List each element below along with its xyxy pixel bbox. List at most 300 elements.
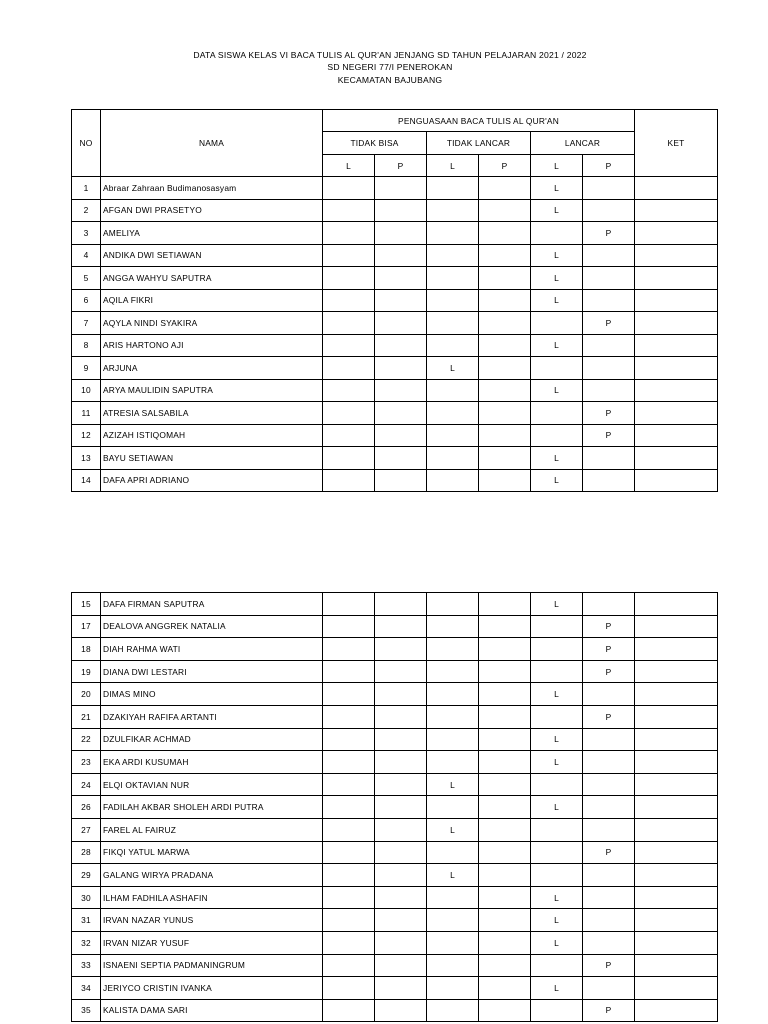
row-number: 26: [72, 796, 101, 819]
mark-cell: [479, 886, 531, 909]
mark-cell: [583, 357, 635, 380]
ket-cell: [635, 909, 718, 932]
student-name: FADILAH AKBAR SHOLEH ARDI PUTRA: [101, 796, 323, 819]
table-row: [72, 931, 718, 954]
student-name: IRVAN NIZAR YUSUF: [101, 931, 323, 954]
mark-cell: [427, 977, 479, 1000]
student-name: ANGGA WAHYU SAPUTRA: [101, 267, 323, 290]
mark-cell: [479, 334, 531, 357]
mark-cell: [479, 312, 531, 335]
mark-cell: L: [531, 728, 583, 751]
ket-cell: [635, 728, 718, 751]
mark-cell: [375, 751, 427, 774]
table-row: [72, 289, 718, 312]
mark-cell: [583, 447, 635, 470]
ket-cell: [635, 357, 718, 380]
mark-cell: [427, 289, 479, 312]
student-name: DIMAS MINO: [101, 683, 323, 706]
mark-cell: [323, 999, 375, 1022]
mark-cell: [479, 447, 531, 470]
mark-cell: L: [531, 683, 583, 706]
mark-cell: [323, 222, 375, 245]
ket-cell: [635, 638, 718, 661]
mark-cell: [479, 751, 531, 774]
table-row: [72, 593, 718, 616]
mark-cell: [323, 447, 375, 470]
student-name: ANDIKA DWI SETIAWAN: [101, 244, 323, 267]
mark-cell: L: [427, 357, 479, 380]
mark-cell: L: [531, 593, 583, 616]
mark-cell: [375, 909, 427, 932]
mark-cell: [427, 334, 479, 357]
mark-cell: [531, 638, 583, 661]
table-row: [72, 660, 718, 683]
table-row: [72, 909, 718, 932]
mark-cell: [427, 593, 479, 616]
table-row: [72, 424, 718, 447]
ket-cell: [635, 705, 718, 728]
mark-cell: [427, 841, 479, 864]
mark-cell: [323, 615, 375, 638]
mark-cell: [427, 177, 479, 200]
mark-cell: [427, 402, 479, 425]
mark-cell: [583, 244, 635, 267]
mark-cell: [583, 683, 635, 706]
ket-cell: [635, 379, 718, 402]
mark-cell: P: [583, 705, 635, 728]
mark-cell: [583, 379, 635, 402]
mark-cell: [531, 312, 583, 335]
row-number: 22: [72, 728, 101, 751]
table-row: [72, 244, 718, 267]
table-row: [72, 312, 718, 335]
mark-cell: L: [531, 447, 583, 470]
mark-cell: [323, 864, 375, 887]
mark-cell: [375, 638, 427, 661]
mark-cell: [375, 424, 427, 447]
mark-cell: [479, 773, 531, 796]
student-name: FAREL AL FAIRUZ: [101, 818, 323, 841]
mark-cell: [427, 222, 479, 245]
mark-cell: [323, 909, 375, 932]
mark-cell: [479, 244, 531, 267]
mark-cell: [531, 222, 583, 245]
student-name: ARYA MAULIDIN SAPUTRA: [101, 379, 323, 402]
mark-cell: [375, 841, 427, 864]
column-header-p: P: [583, 155, 635, 177]
mark-cell: [427, 244, 479, 267]
ket-cell: [635, 660, 718, 683]
mark-cell: [479, 469, 531, 492]
mark-cell: L: [427, 864, 479, 887]
mark-cell: [323, 796, 375, 819]
student-name: DAFA APRI ADRIANO: [101, 469, 323, 492]
mark-cell: L: [531, 267, 583, 290]
table-row: [72, 728, 718, 751]
mark-cell: [375, 660, 427, 683]
mark-cell: [375, 267, 427, 290]
table-row: [72, 222, 718, 245]
table-row: [72, 199, 718, 222]
student-table-1: [71, 109, 718, 492]
mark-cell: [375, 379, 427, 402]
ket-cell: [635, 312, 718, 335]
mark-cell: [427, 705, 479, 728]
mark-cell: [323, 244, 375, 267]
column-header-l: L: [427, 155, 479, 177]
table-row: [72, 267, 718, 290]
student-name: AQYLA NINDI SYAKIRA: [101, 312, 323, 335]
mark-cell: [375, 244, 427, 267]
mark-cell: L: [427, 773, 479, 796]
student-name: KALISTA DAMA SARI: [101, 999, 323, 1022]
row-number: 15: [72, 593, 101, 616]
mark-cell: L: [531, 289, 583, 312]
mark-cell: [479, 796, 531, 819]
mark-cell: [583, 177, 635, 200]
student-name: DEALOVA ANGGREK NATALIA: [101, 615, 323, 638]
mark-cell: [323, 424, 375, 447]
student-name: Abraar Zahraan Budimanosasyam: [101, 177, 323, 200]
table-row: [72, 447, 718, 470]
column-header-group: PENGUASAAN BACA TULIS AL QUR'AN: [323, 110, 635, 132]
mark-cell: [531, 402, 583, 425]
mark-cell: [427, 469, 479, 492]
mark-cell: [583, 909, 635, 932]
ket-cell: [635, 222, 718, 245]
table-row: [72, 683, 718, 706]
mark-cell: [323, 954, 375, 977]
mark-cell: [583, 931, 635, 954]
mark-cell: L: [531, 931, 583, 954]
mark-cell: [531, 424, 583, 447]
row-number: 9: [72, 357, 101, 380]
mark-cell: [479, 841, 531, 864]
mark-cell: [479, 177, 531, 200]
row-number: 10: [72, 379, 101, 402]
row-number: 18: [72, 638, 101, 661]
column-header-p: P: [375, 155, 427, 177]
column-header-p: P: [479, 155, 531, 177]
mark-cell: [427, 660, 479, 683]
ket-cell: [635, 402, 718, 425]
mark-cell: [583, 977, 635, 1000]
row-number: 34: [72, 977, 101, 1000]
mark-cell: [583, 886, 635, 909]
column-header-l: L: [531, 155, 583, 177]
mark-cell: L: [531, 796, 583, 819]
mark-cell: [375, 289, 427, 312]
row-number: 32: [72, 931, 101, 954]
mark-cell: P: [583, 999, 635, 1022]
mark-cell: [583, 818, 635, 841]
table-row: [72, 999, 718, 1022]
table-row: [72, 705, 718, 728]
ket-cell: [635, 886, 718, 909]
mark-cell: [375, 312, 427, 335]
mark-cell: [323, 773, 375, 796]
student-name: ARJUNA: [101, 357, 323, 380]
column-header-no: NO: [72, 110, 101, 177]
table-row: [72, 334, 718, 357]
mark-cell: [479, 267, 531, 290]
mark-cell: P: [583, 615, 635, 638]
ket-cell: [635, 334, 718, 357]
row-number: 23: [72, 751, 101, 774]
table-row: [72, 841, 718, 864]
mark-cell: [583, 751, 635, 774]
table-row: [72, 638, 718, 661]
mark-cell: [375, 728, 427, 751]
student-name: DZAKIYAH RAFIFA ARTANTI: [101, 705, 323, 728]
row-number: 31: [72, 909, 101, 932]
student-name: FIKQI YATUL MARWA: [101, 841, 323, 864]
mark-cell: P: [583, 954, 635, 977]
ket-cell: [635, 244, 718, 267]
mark-cell: [323, 593, 375, 616]
mark-cell: L: [531, 199, 583, 222]
mark-cell: [323, 705, 375, 728]
column-header-l: L: [323, 155, 375, 177]
ket-cell: [635, 977, 718, 1000]
student-name: AFGAN DWI PRASETYO: [101, 199, 323, 222]
table-row: [72, 379, 718, 402]
mark-cell: L: [531, 909, 583, 932]
ket-cell: [635, 267, 718, 290]
student-name: EKA ARDI KUSUMAH: [101, 751, 323, 774]
mark-cell: [479, 931, 531, 954]
ket-cell: [635, 615, 718, 638]
ket-cell: [635, 447, 718, 470]
mark-cell: [531, 615, 583, 638]
mark-cell: [375, 177, 427, 200]
ket-cell: [635, 177, 718, 200]
row-number: 30: [72, 886, 101, 909]
mark-cell: [583, 593, 635, 616]
row-number: 4: [72, 244, 101, 267]
mark-cell: [479, 954, 531, 977]
table-row: [72, 818, 718, 841]
student-name: AQILA FIKRI: [101, 289, 323, 312]
mark-cell: [479, 199, 531, 222]
table-row: [72, 977, 718, 1000]
mark-cell: [479, 615, 531, 638]
mark-cell: [531, 705, 583, 728]
student-table-2: [71, 592, 718, 1022]
table-row: [72, 177, 718, 200]
mark-cell: [427, 379, 479, 402]
mark-cell: [479, 379, 531, 402]
row-number: 19: [72, 660, 101, 683]
student-name: ISNAENI SEPTIA PADMANINGRUM: [101, 954, 323, 977]
mark-cell: [375, 402, 427, 425]
document-header: [0, 49, 768, 86]
mark-cell: P: [583, 638, 635, 661]
row-number: 14: [72, 469, 101, 492]
table-row: [72, 469, 718, 492]
column-header-lancar: LANCAR: [531, 132, 635, 155]
mark-cell: [375, 954, 427, 977]
mark-cell: [375, 977, 427, 1000]
mark-cell: [479, 864, 531, 887]
mark-cell: [323, 841, 375, 864]
row-number: 12: [72, 424, 101, 447]
mark-cell: [323, 357, 375, 380]
mark-cell: P: [583, 660, 635, 683]
header-school: SD NEGERI 77/I PENEROKAN: [327, 62, 453, 73]
table-row: [72, 357, 718, 380]
table-row: [72, 773, 718, 796]
row-number: 29: [72, 864, 101, 887]
header-title: DATA SISWA KELAS VI BACA TULIS AL QUR'AN JENJANG SD TAHUN PELAJARAN 2021 / 2022: [193, 50, 587, 60]
mark-cell: [583, 796, 635, 819]
mark-cell: [323, 267, 375, 290]
student-name: AZIZAH ISTIQOMAH: [101, 424, 323, 447]
table-row: [72, 954, 718, 977]
mark-cell: [583, 773, 635, 796]
mark-cell: [375, 222, 427, 245]
mark-cell: [427, 424, 479, 447]
mark-cell: [531, 864, 583, 887]
table-row: [72, 751, 718, 774]
mark-cell: L: [531, 469, 583, 492]
mark-cell: [583, 728, 635, 751]
mark-cell: [427, 728, 479, 751]
ket-cell: [635, 751, 718, 774]
mark-cell: [323, 977, 375, 1000]
column-header-tidak-lancar: TIDAK LANCAR: [427, 132, 531, 155]
mark-cell: [427, 683, 479, 706]
mark-cell: [479, 909, 531, 932]
mark-cell: [375, 593, 427, 616]
mark-cell: P: [583, 424, 635, 447]
mark-cell: [323, 818, 375, 841]
student-name: JERIYCO CRISTIN IVANKA: [101, 977, 323, 1000]
row-number: 1: [72, 177, 101, 200]
row-number: 3: [72, 222, 101, 245]
mark-cell: P: [583, 312, 635, 335]
ket-cell: [635, 424, 718, 447]
ket-cell: [635, 199, 718, 222]
mark-cell: L: [531, 177, 583, 200]
row-number: 8: [72, 334, 101, 357]
mark-cell: [375, 615, 427, 638]
mark-cell: [583, 864, 635, 887]
row-number: 2: [72, 199, 101, 222]
student-name: DAFA FIRMAN SAPUTRA: [101, 593, 323, 616]
mark-cell: [375, 683, 427, 706]
mark-cell: [323, 751, 375, 774]
student-name: DZULFIKAR ACHMAD: [101, 728, 323, 751]
mark-cell: [427, 954, 479, 977]
mark-cell: [323, 379, 375, 402]
mark-cell: [375, 818, 427, 841]
mark-cell: [427, 886, 479, 909]
student-name: ARIS HARTONO AJI: [101, 334, 323, 357]
mark-cell: [323, 312, 375, 335]
mark-cell: [323, 289, 375, 312]
student-name: IRVAN NAZAR YUNUS: [101, 909, 323, 932]
mark-cell: L: [531, 244, 583, 267]
row-number: 33: [72, 954, 101, 977]
mark-cell: [323, 199, 375, 222]
mark-cell: [531, 357, 583, 380]
mark-cell: P: [583, 402, 635, 425]
mark-cell: [427, 615, 479, 638]
mark-cell: [427, 447, 479, 470]
mark-cell: [323, 334, 375, 357]
row-number: 13: [72, 447, 101, 470]
mark-cell: [531, 818, 583, 841]
mark-cell: [479, 222, 531, 245]
ket-cell: [635, 773, 718, 796]
mark-cell: [479, 977, 531, 1000]
row-number: 17: [72, 615, 101, 638]
mark-cell: [323, 886, 375, 909]
mark-cell: [427, 751, 479, 774]
mark-cell: [479, 728, 531, 751]
mark-cell: [479, 289, 531, 312]
column-header-nama: NAMA: [101, 110, 323, 177]
mark-cell: [375, 931, 427, 954]
mark-cell: [583, 199, 635, 222]
mark-cell: [427, 909, 479, 932]
ket-cell: [635, 593, 718, 616]
table-row: [72, 796, 718, 819]
mark-cell: [479, 999, 531, 1022]
student-name: GALANG WIRYA PRADANA: [101, 864, 323, 887]
mark-cell: [427, 199, 479, 222]
mark-cell: [479, 660, 531, 683]
mark-cell: [531, 841, 583, 864]
mark-cell: P: [583, 222, 635, 245]
mark-cell: [375, 886, 427, 909]
mark-cell: [427, 267, 479, 290]
mark-cell: [583, 289, 635, 312]
row-number: 24: [72, 773, 101, 796]
mark-cell: [479, 638, 531, 661]
ket-cell: [635, 818, 718, 841]
student-name: DIAH RAHMA WATI: [101, 638, 323, 661]
mark-cell: L: [531, 334, 583, 357]
mark-cell: [531, 999, 583, 1022]
ket-cell: [635, 999, 718, 1022]
mark-cell: [375, 999, 427, 1022]
column-header-tidak-bisa: TIDAK BISA: [323, 132, 427, 155]
mark-cell: [323, 660, 375, 683]
mark-cell: L: [531, 886, 583, 909]
mark-cell: [583, 469, 635, 492]
mark-cell: L: [531, 751, 583, 774]
table-row: [72, 886, 718, 909]
ket-cell: [635, 954, 718, 977]
student-name: BAYU SETIAWAN: [101, 447, 323, 470]
mark-cell: [479, 424, 531, 447]
mark-cell: L: [427, 818, 479, 841]
row-number: 35: [72, 999, 101, 1022]
row-number: 21: [72, 705, 101, 728]
mark-cell: [479, 683, 531, 706]
mark-cell: [427, 796, 479, 819]
row-number: 28: [72, 841, 101, 864]
mark-cell: [531, 660, 583, 683]
mark-cell: [375, 447, 427, 470]
row-number: 27: [72, 818, 101, 841]
mark-cell: L: [531, 977, 583, 1000]
ket-cell: [635, 931, 718, 954]
ket-cell: [635, 289, 718, 312]
row-number: 11: [72, 402, 101, 425]
